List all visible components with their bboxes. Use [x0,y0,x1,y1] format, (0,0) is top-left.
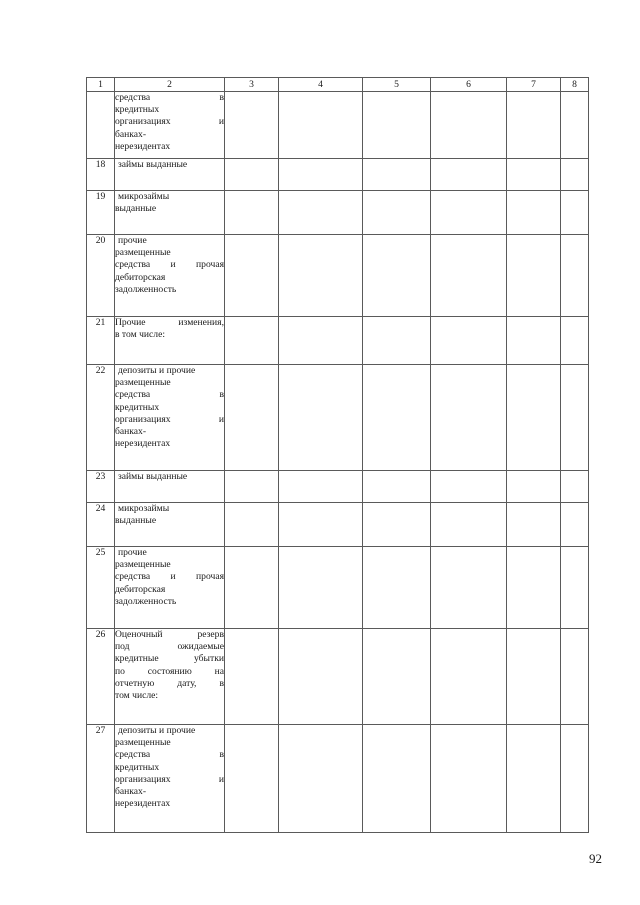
row-label-line: займы выданные [118,159,188,170]
empty-cell [363,629,431,725]
row-label-line: кредитных [115,761,160,773]
empty-cell [279,365,363,471]
row-label-line: микрозаймы [118,191,170,202]
table-row [87,503,589,547]
empty-cell [431,503,507,547]
empty-cell [225,725,279,833]
empty-cell [225,191,279,235]
row-number: 19 [87,191,115,235]
row-label-line: средства в [115,389,224,401]
empty-cell [507,317,561,365]
empty-cell [561,92,589,159]
empty-cell [279,317,363,365]
row-label [115,629,225,725]
row-label-line: размещенные [115,559,171,571]
empty-cell [561,503,589,547]
empty-cell [279,191,363,235]
empty-cell [507,235,561,317]
row-label-line: том числе: [115,690,159,702]
row-label-line: средства в [115,92,224,103]
empty-cell [363,725,431,833]
empty-cell [225,235,279,317]
empty-cell [507,629,561,725]
row-label-line: кредитных [115,104,160,116]
empty-cell [507,503,561,547]
table-row [87,92,589,159]
empty-cell [561,159,589,191]
table-row [87,365,589,471]
column-header-4: 4 [279,78,363,92]
row-label-line: прочие [118,547,147,558]
empty-cell [279,629,363,725]
row-label-line: средства и прочая [115,571,224,583]
row-number: 18 [87,159,115,191]
empty-cell [507,725,561,833]
row-number: 21 [87,317,115,365]
empty-cell [561,629,589,725]
table-row [87,725,589,833]
row-label-line: размещенные [115,247,171,259]
empty-cell [507,547,561,629]
row-label-line: банках- [115,786,147,798]
row-label-line: депозиты и прочие [118,365,196,376]
row-label-line: размещенные [115,737,171,749]
empty-cell [363,191,431,235]
row-label-line: средства и прочая [115,259,224,271]
row-label-line: организациях и [115,413,224,425]
row-label-line: организациях и [115,773,224,785]
row-label-line: кредитных [115,401,160,413]
empty-cell [363,365,431,471]
empty-cell [561,547,589,629]
empty-cell [507,92,561,159]
empty-cell [279,471,363,503]
header-row [87,78,589,92]
row-label-line: займы выданные [118,471,188,482]
row-label [115,159,225,191]
empty-cell [561,365,589,471]
empty-cell [431,159,507,191]
row-label-line: Оценочный резерв [115,629,224,640]
column-header-7: 7 [507,78,561,92]
empty-cell [561,191,589,235]
empty-cell [279,503,363,547]
empty-cell [431,191,507,235]
table-row [87,235,589,317]
table-row [87,317,589,365]
row-number [87,92,115,159]
empty-cell [431,317,507,365]
table-row [87,471,589,503]
empty-cell [431,725,507,833]
row-label-line: организациях и [115,116,224,128]
row-label-line: дебиторская [115,271,166,283]
row-label-line: прочие [118,235,147,246]
empty-cell [279,159,363,191]
empty-cell [507,159,561,191]
empty-cell [431,547,507,629]
empty-cell [561,725,589,833]
empty-cell [363,159,431,191]
row-label [115,365,225,471]
row-number: 26 [87,629,115,725]
data-table [86,77,589,833]
empty-cell [431,629,507,725]
table-row [87,191,589,235]
row-label-line: банках- [115,426,147,438]
row-label-line: под ожидаемые [115,641,224,653]
empty-cell [431,235,507,317]
empty-cell [225,317,279,365]
empty-cell [507,191,561,235]
row-label-line: задолженность [115,283,177,295]
table-row [87,629,589,725]
empty-cell [279,547,363,629]
row-label-line: депозиты и прочие [118,725,196,736]
row-label-line: микрозаймы [118,503,170,514]
empty-cell [225,159,279,191]
column-header-3: 3 [225,78,279,92]
empty-cell [225,629,279,725]
empty-cell [279,725,363,833]
empty-cell [225,503,279,547]
row-label-line: в том числе: [115,329,166,341]
empty-cell [507,365,561,471]
row-number: 22 [87,365,115,471]
empty-cell [225,365,279,471]
row-label [115,92,225,159]
column-header-1: 1 [87,78,115,92]
empty-cell [561,471,589,503]
empty-cell [363,503,431,547]
row-label-line: по состоянию на [115,665,224,677]
row-number: 23 [87,471,115,503]
row-label-line: банках- [115,128,147,140]
row-label [115,503,225,547]
empty-cell [561,235,589,317]
table-row [87,159,589,191]
table-row [87,547,589,629]
row-label-line: средства в [115,749,224,761]
empty-cell [431,92,507,159]
column-header-8: 8 [561,78,589,92]
row-label-line: нерезидентах [115,140,171,152]
empty-cell [431,471,507,503]
empty-cell [507,471,561,503]
row-label-line: нерезидентах [115,798,171,810]
row-label [115,235,225,317]
empty-cell [225,92,279,159]
row-label-line: отчетную дату, в [115,677,224,689]
empty-cell [363,471,431,503]
empty-cell [363,235,431,317]
empty-cell [363,317,431,365]
row-label-line: выданные [115,203,157,215]
row-label-line: дебиторская [115,583,166,595]
row-label-line: нерезидентах [115,438,171,450]
empty-cell [279,92,363,159]
table-body [87,78,589,833]
row-number: 25 [87,547,115,629]
row-label [115,471,225,503]
empty-cell [225,547,279,629]
empty-cell [225,471,279,503]
empty-cell [561,317,589,365]
row-label-line: Прочие изменения, [115,317,224,328]
row-label-line: кредитные убытки [115,653,224,665]
empty-cell [363,92,431,159]
row-label [115,547,225,629]
column-header-2: 2 [115,78,225,92]
page-number: 92 [589,851,602,866]
row-label [115,725,225,833]
empty-cell [363,547,431,629]
row-label-line: выданные [115,515,157,527]
row-label [115,191,225,235]
row-label [115,317,225,365]
row-label-line: задолженность [115,595,177,607]
column-header-5: 5 [363,78,431,92]
column-header-6: 6 [431,78,507,92]
empty-cell [431,365,507,471]
row-label-line: размещенные [115,377,171,389]
row-number: 20 [87,235,115,317]
row-number: 27 [87,725,115,833]
empty-cell [279,235,363,317]
row-number: 24 [87,503,115,547]
